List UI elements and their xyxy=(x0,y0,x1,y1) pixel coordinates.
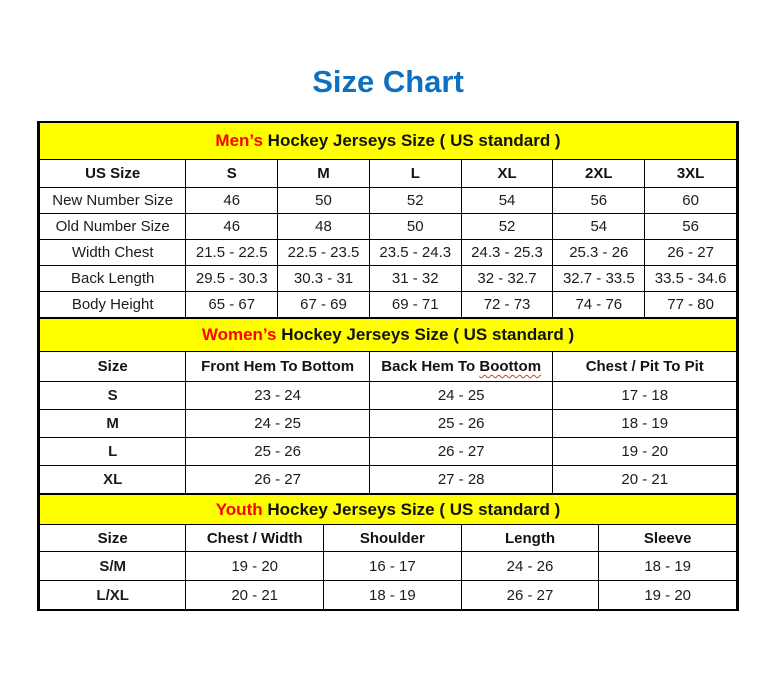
youth-column-header: Length xyxy=(461,525,599,552)
youth-value-cell: 26 - 27 xyxy=(461,581,599,610)
youth-value-cell: 18 - 19 xyxy=(599,552,737,581)
womens-value-cell: 24 - 25 xyxy=(186,410,370,438)
mens-data-row xyxy=(40,292,737,318)
womens-row-label: L xyxy=(40,438,186,466)
youth-banner-text: Hockey Jerseys Size ( US standard ) xyxy=(262,499,561,519)
mens-value-cell: 22.5 - 23.5 xyxy=(278,240,370,266)
mens-value-cell: 46 xyxy=(186,188,278,214)
mens-value-cell: 50 xyxy=(278,188,370,214)
mens-value-cell: 31 - 32 xyxy=(369,266,461,292)
youth-section-banner xyxy=(40,494,737,525)
mens-value-cell: 56 xyxy=(645,214,737,240)
womens-value-cell: 18 - 19 xyxy=(553,410,737,438)
womens-column-header: Chest / Pit To Pit xyxy=(553,352,737,382)
mens-value-cell: 65 - 67 xyxy=(186,292,278,318)
mens-value-cell: 69 - 71 xyxy=(369,292,461,318)
womens-banner-highlight: Women’s xyxy=(201,325,277,344)
page-title: Size Chart xyxy=(312,64,464,99)
mens-section-banner xyxy=(40,123,737,160)
womens-value-cell: 23 - 24 xyxy=(186,382,370,410)
youth-row-label: L/XL xyxy=(40,581,186,610)
youth-row-label: S/M xyxy=(40,552,186,581)
mens-value-cell: 23.5 - 24.3 xyxy=(369,240,461,266)
size-chart-container xyxy=(37,121,739,611)
womens-banner-cell xyxy=(40,318,737,352)
womens-value-cell: 25 - 26 xyxy=(186,438,370,466)
mens-banner-cell xyxy=(40,123,737,160)
mens-data-row xyxy=(40,214,737,240)
mens-value-cell: 67 - 69 xyxy=(278,292,370,318)
youth-value-cell: 24 - 26 xyxy=(461,552,599,581)
womens-value-cell: 25 - 26 xyxy=(369,410,553,438)
mens-value-cell: 33.5 - 34.6 xyxy=(645,266,737,292)
womens-data-row xyxy=(40,410,737,438)
womens-section-banner xyxy=(40,318,737,352)
mens-value-cell: 30.3 - 31 xyxy=(278,266,370,292)
mens-value-cell: 21.5 - 22.5 xyxy=(186,240,278,266)
womens-column-header: Front Hem To Bottom xyxy=(186,352,370,382)
mens-value-cell: 54 xyxy=(553,214,645,240)
misspelled-word: Boottom xyxy=(479,358,542,375)
mens-banner-text: Hockey Jerseys Size ( US standard ) xyxy=(262,131,561,150)
mens-column-header: 3XL xyxy=(645,160,737,188)
youth-column-header: Shoulder xyxy=(324,525,462,552)
mens-row-label: New Number Size xyxy=(40,188,186,214)
mens-column-header: M xyxy=(278,160,370,188)
mens-column-header: 2XL xyxy=(553,160,645,188)
mens-value-cell: 54 xyxy=(461,188,553,214)
womens-column-header: Size xyxy=(40,352,186,382)
mens-value-cell: 56 xyxy=(553,188,645,214)
womens-data-row xyxy=(40,382,737,410)
mens-value-cell: 77 - 80 xyxy=(645,292,737,318)
mens-value-cell: 48 xyxy=(278,214,370,240)
womens-value-cell: 27 - 28 xyxy=(369,466,553,494)
youth-column-header: Chest / Width xyxy=(186,525,324,552)
womens-value-cell: 26 - 27 xyxy=(369,438,553,466)
mens-column-header: XL xyxy=(461,160,553,188)
womens-value-cell: 24 - 25 xyxy=(369,382,553,410)
mens-column-header: US Size xyxy=(40,160,186,188)
womens-value-cell: 19 - 20 xyxy=(553,438,737,466)
youth-banner-cell xyxy=(40,494,737,525)
youth-value-cell: 16 - 17 xyxy=(324,552,462,581)
womens-value-cell: 26 - 27 xyxy=(186,466,370,494)
womens-data-row xyxy=(40,466,737,494)
womens-row-label: XL xyxy=(40,466,186,494)
womens-value-cell: 20 - 21 xyxy=(553,466,737,494)
womens-data-row xyxy=(40,438,737,466)
youth-header-row xyxy=(40,525,737,552)
mens-value-cell: 74 - 76 xyxy=(553,292,645,318)
youth-data-row xyxy=(40,552,737,581)
mens-data-row xyxy=(40,188,737,214)
mens-row-label: Width Chest xyxy=(40,240,186,266)
mens-value-cell: 46 xyxy=(186,214,278,240)
womens-size-table xyxy=(39,317,737,493)
womens-banner-text: Hockey Jerseys Size ( US standard ) xyxy=(276,325,575,344)
mens-value-cell: 50 xyxy=(369,214,461,240)
mens-row-label: Back Length xyxy=(40,266,186,292)
mens-value-cell: 52 xyxy=(369,188,461,214)
mens-value-cell: 52 xyxy=(461,214,553,240)
youth-column-header: Sleeve xyxy=(599,525,737,552)
mens-value-cell: 32 - 32.7 xyxy=(461,266,553,292)
youth-value-cell: 19 - 20 xyxy=(599,581,737,610)
womens-row-label: S xyxy=(40,382,186,410)
youth-banner-highlight: Youth xyxy=(215,499,263,519)
youth-value-cell: 19 - 20 xyxy=(186,552,324,581)
womens-row-label: M xyxy=(40,410,186,438)
mens-value-cell: 25.3 - 26 xyxy=(553,240,645,266)
womens-header-row xyxy=(40,352,737,382)
mens-value-cell: 26 - 27 xyxy=(645,240,737,266)
mens-value-cell: 29.5 - 30.3 xyxy=(186,266,278,292)
mens-value-cell: 32.7 - 33.5 xyxy=(553,266,645,292)
womens-value-cell: 17 - 18 xyxy=(553,382,737,410)
womens-column-header: Back Hem To Boottom xyxy=(369,352,553,382)
mens-data-row xyxy=(40,266,737,292)
youth-value-cell: 18 - 19 xyxy=(324,581,462,610)
youth-value-cell: 20 - 21 xyxy=(186,581,324,610)
youth-column-header: Size xyxy=(40,525,186,552)
youth-data-row xyxy=(40,581,737,610)
mens-row-label: Body Height xyxy=(40,292,186,318)
mens-value-cell: 72 - 73 xyxy=(461,292,553,318)
mens-row-label: Old Number Size xyxy=(40,214,186,240)
mens-value-cell: 24.3 - 25.3 xyxy=(461,240,553,266)
mens-size-table xyxy=(39,123,737,317)
mens-column-header: S xyxy=(186,160,278,188)
youth-size-table xyxy=(39,493,737,609)
mens-data-row xyxy=(40,240,737,266)
mens-column-header: L xyxy=(369,160,461,188)
mens-value-cell: 60 xyxy=(645,188,737,214)
mens-header-row xyxy=(40,160,737,188)
mens-banner-highlight: Men’s xyxy=(215,131,263,150)
